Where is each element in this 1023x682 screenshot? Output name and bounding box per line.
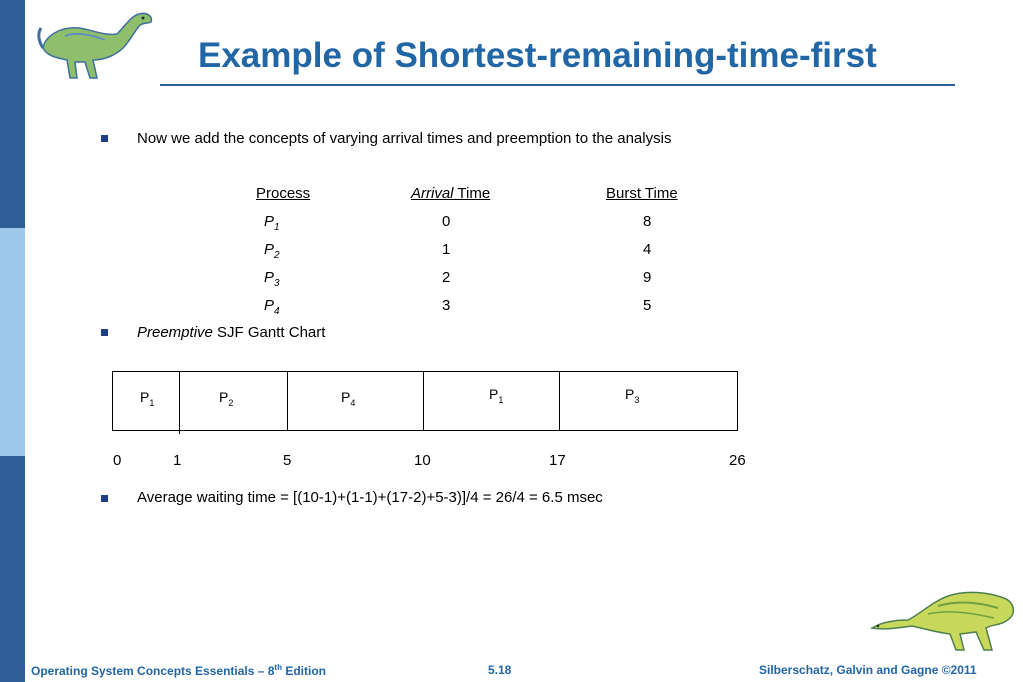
- gantt-segment-label: $P_1$: [140, 389, 155, 408]
- table-row-burst: 5: [643, 297, 652, 314]
- table-row-burst: 4: [643, 241, 652, 258]
- gantt-divider: [287, 372, 288, 430]
- table-header-arrival: [411, 185, 490, 202]
- table-row-arrival: 3: [442, 297, 451, 314]
- table-header-burst: Burst Time: [606, 185, 678, 202]
- gantt-time-tick: 17: [549, 452, 566, 469]
- gantt-divider: [559, 372, 560, 430]
- slide-title: Example of Shortest-remaining-time-first: [198, 36, 877, 75]
- gantt-divider: [423, 372, 424, 430]
- gantt-time-tick: 0: [113, 452, 122, 469]
- gantt-segment-label: $P_3$: [625, 386, 640, 405]
- table-row-process: $P_4$: [264, 297, 280, 317]
- arrival-emphasis: Arrival: [411, 185, 454, 202]
- left-accent-bar: [0, 0, 25, 682]
- bullet-text-concepts: Now we add the concepts of varying arrival times and preemption to the analysis: [137, 130, 672, 147]
- gantt-segment-label: $P_2$: [219, 389, 234, 408]
- bullet-square-icon: [101, 135, 108, 142]
- gantt-time-tick: 26: [729, 452, 746, 469]
- gantt-time-tick: 10: [414, 452, 431, 469]
- bullet-square-icon: [101, 329, 108, 336]
- bullet-text-gantt-heading: [137, 324, 325, 341]
- footer-page-number: 5.18: [488, 663, 512, 677]
- table-row-arrival: 0: [442, 213, 451, 230]
- left-bar-middle: [0, 228, 25, 456]
- table-row-arrival: 1: [442, 241, 451, 258]
- table-row-process: $P_1$: [264, 213, 280, 233]
- arrival-time-word: Time: [453, 185, 491, 202]
- bullet-text-average-waiting: Average waiting time = [(10-1)+(1-1)+(17-2)+5-3)]/4 = 26/4 = 6.5 msec: [137, 489, 603, 506]
- title-underline-rule: [160, 84, 955, 86]
- table-row-burst: 9: [643, 269, 652, 286]
- table-header-process: Process: [256, 185, 311, 202]
- bullet-square-icon: [101, 495, 108, 502]
- gantt-segment-label: $P_4$: [341, 389, 356, 408]
- gantt-time-tick: 1: [173, 452, 182, 469]
- gantt-divider: [179, 372, 180, 434]
- preemptive-emphasis: Preemptive: [137, 324, 213, 341]
- gantt-segment-label: $P_1$: [489, 386, 504, 405]
- dinosaur-logo-icon: [35, 6, 155, 84]
- dinosaur-bottom-icon: [868, 584, 1018, 656]
- table-row-process: $P_2$: [264, 241, 280, 261]
- footer-copyright: Silberschatz, Galvin and Gagne ©2011: [759, 663, 977, 677]
- left-bar-top: [0, 0, 25, 228]
- table-row-arrival: 2: [442, 269, 451, 286]
- gantt-time-tick: 5: [283, 452, 292, 469]
- footer-book-title: Operating System Concepts Essentials – 8th Edition: [31, 663, 326, 678]
- table-row-process: $P_3$: [264, 269, 280, 289]
- table-row-burst: 8: [643, 213, 652, 230]
- gantt-heading-rest: SJF Gantt Chart: [212, 324, 326, 341]
- gantt-chart: [112, 371, 738, 431]
- left-bar-bottom: [0, 456, 25, 682]
